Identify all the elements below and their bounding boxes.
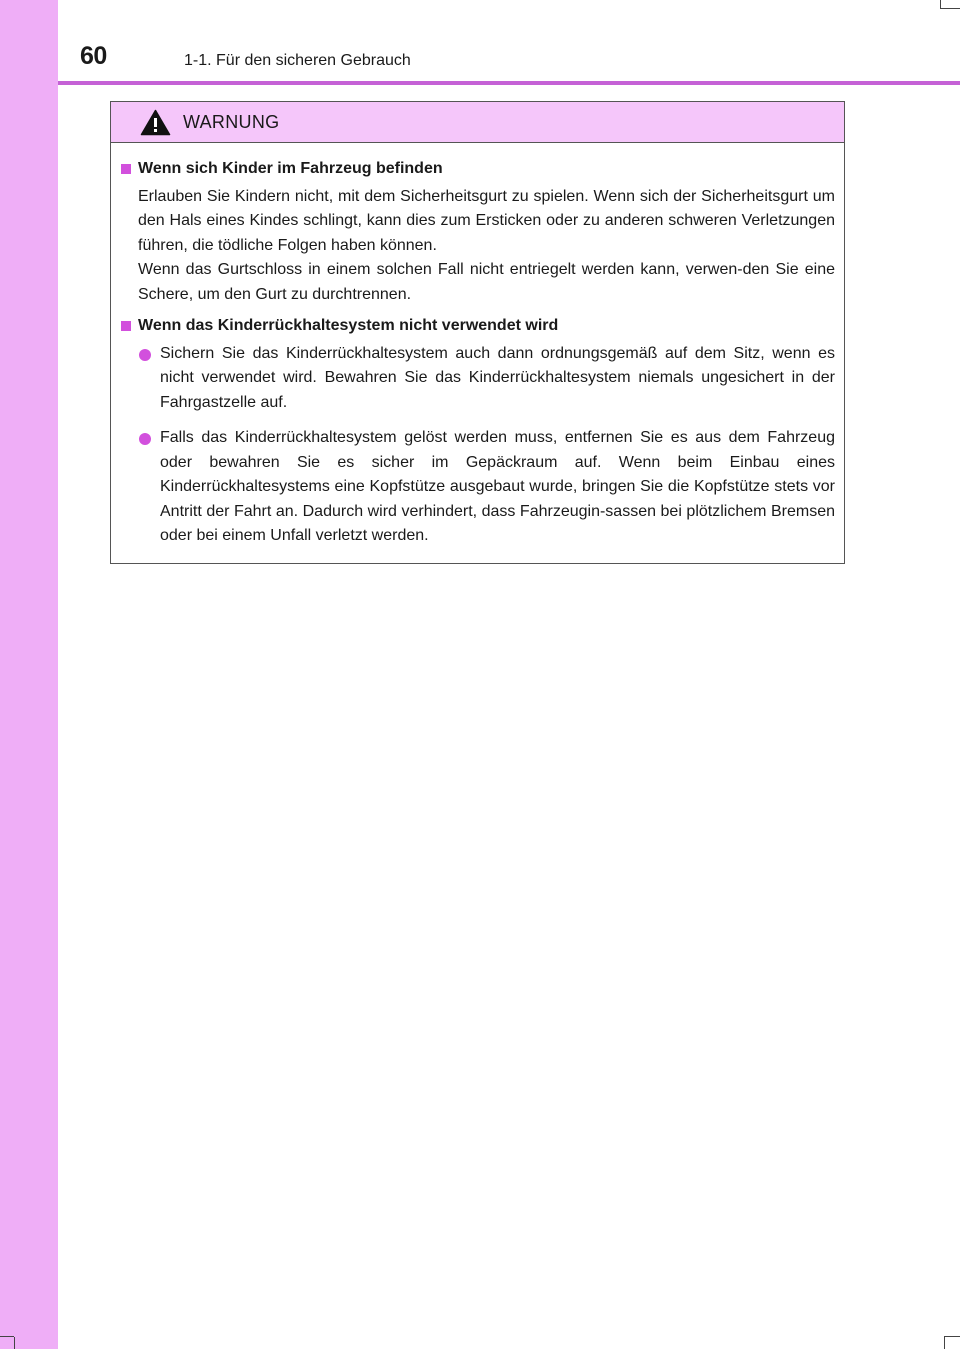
warning-body [111,143,844,549]
page-number: 60 [80,42,107,70]
section-heading [119,157,835,182]
round-bullet-icon [139,433,151,445]
section-heading [119,314,835,339]
paragraph: Wenn das Gurtschloss in einem solchen Fall nicht entriegelt werden kann, verwen-den Sie eine Schere, um den Gurt zu durchtrennen. [138,261,835,303]
header-rule [58,81,960,85]
round-bullet-icon [139,349,151,361]
section-heading-text: Wenn das Kinderrückhaltesystem nicht verwendet wird [138,317,559,334]
section-title: 1-1. Für den sicheren Gebrauch [184,52,411,69]
paragraph: Erlauben Sie Kindern nicht, mit dem Sicherheitsgurt zu spielen. Wenn sich der Sicherheitsgurt um den Hals eines Kindes schlingt, kann dies zum Ersticken oder zu anderen schweren Verletzungen führen, die tödliche Folgen haben können. [138,187,835,254]
list-item-text: Falls das Kinderrückhaltesystem gelöst werden muss, entfernen Sie es aus dem Fahrzeug oder bewahren Sie es sicher im Gepäckraum auf. Wenn beim Einbau eines Kinderrückhaltesystems eine Kopfstütze ausgebaut wurde, bringen Sie die Kopfstütze stets vor Antritt der Fahrt an. Dadurch wird verhindert, dass Fahrzeugin-sassen bei plötzlichem Bremsen oder bei einem Unfall verletzt werden. [160,429,835,544]
side-color-band [0,0,58,1349]
warning-title: WARNUNG [183,111,280,132]
list-item [139,426,835,549]
warning-header [111,102,844,143]
warning-section-unused-restraint [119,314,835,549]
square-bullet-icon [121,321,131,331]
warning-section-children [119,157,835,307]
warning-box [110,101,845,564]
list-item [139,342,835,416]
section-heading-text: Wenn sich Kinder im Fahrzeug befinden [138,160,443,177]
warning-triangle-icon [140,109,171,136]
square-bullet-icon [121,164,131,174]
list-item-text: Sichern Sie das Kinderrückhaltesystem auch dann ordnungsgemäß auf dem Sitz, wenn es nicht verwendet wird. Bewahren Sie das Kinderrückhaltesystem niemals ungesichert in der Fahrgastzelle auf. [160,344,835,411]
